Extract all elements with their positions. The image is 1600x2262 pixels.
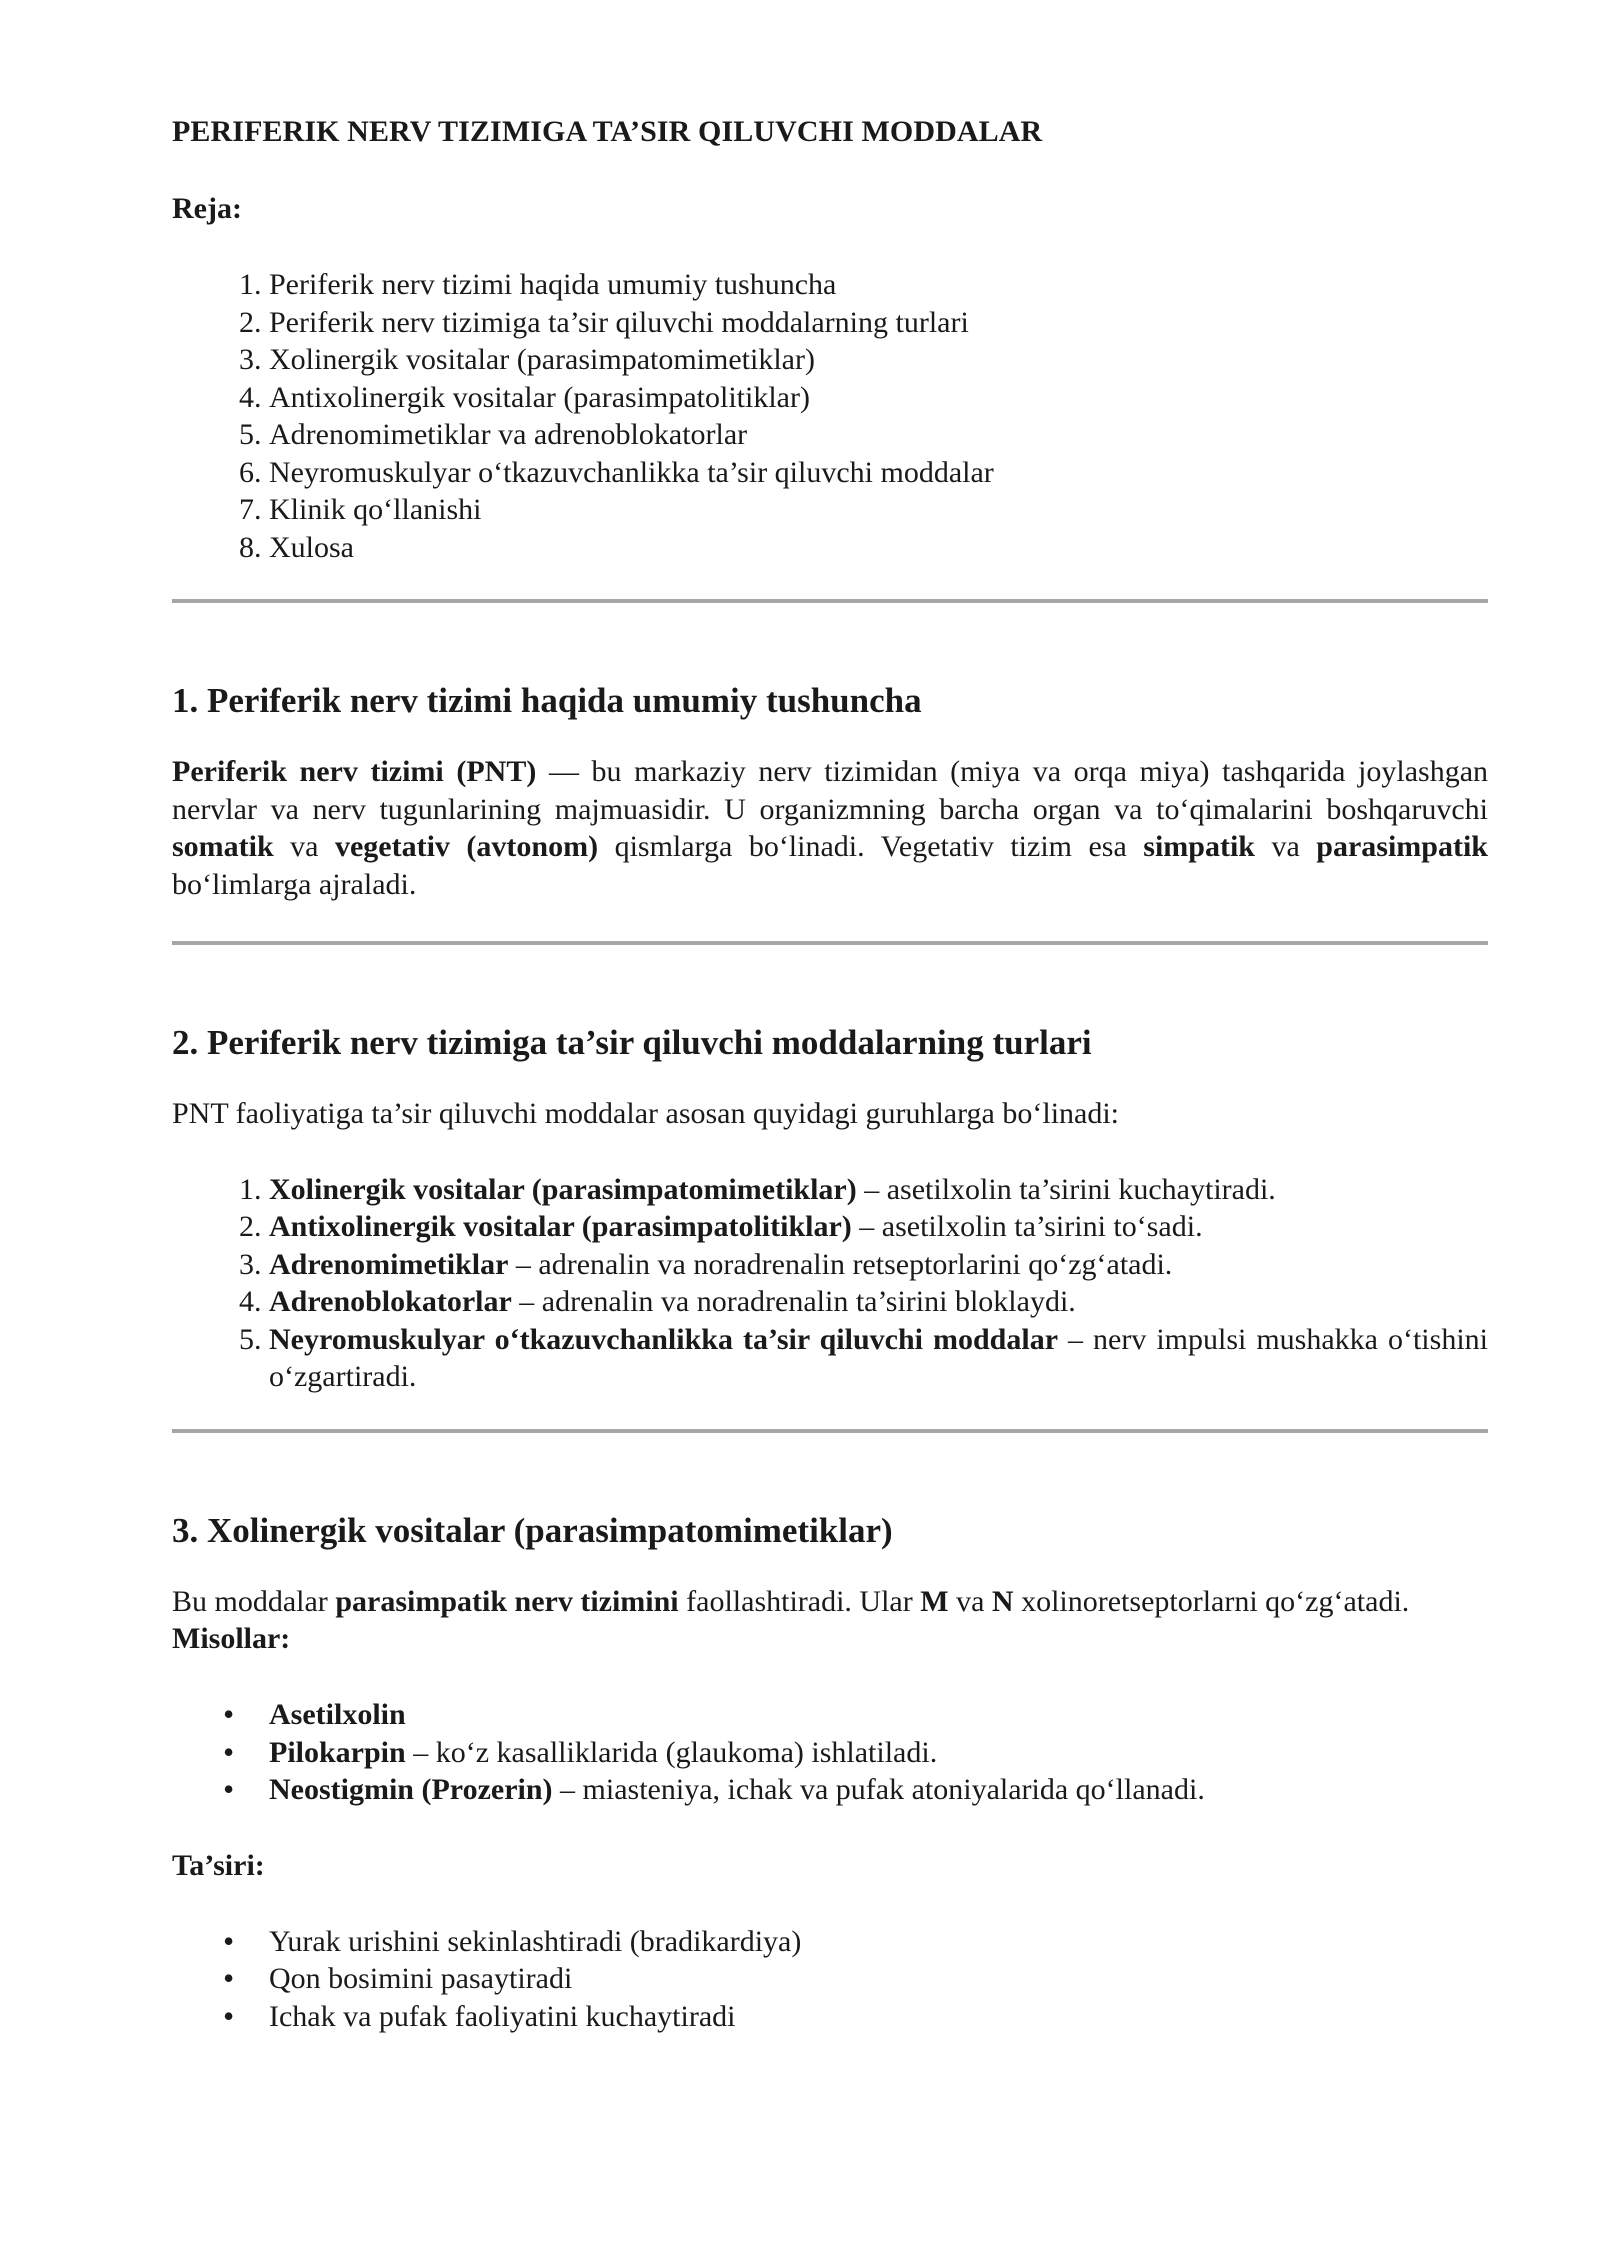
bold-term: N bbox=[991, 1584, 1014, 1618]
examples-label: Misollar: bbox=[172, 1622, 291, 1655]
document-title: PERIFERIK NERV TIZIMIGA TA’SIR QILUVCHI MODDALAR bbox=[172, 115, 1043, 148]
plan-item: 3. Xolinergik vositalar (parasimpatomimetiklar) bbox=[269, 341, 1488, 379]
effect-item: • Ichak va pufak faoliyatini kuchaytiradi bbox=[269, 1998, 1488, 2036]
drug-group-item: 3. Adrenomimetiklar – adrenalin va noradrenalin retseptorlarini qo‘zg‘atadi. bbox=[269, 1246, 1488, 1284]
plan-item: 5. Adrenomimetiklar va adrenoblokatorlar bbox=[269, 416, 1488, 454]
plan-item: 8. Xulosa bbox=[269, 529, 1488, 567]
bold-term: parasimpatik bbox=[1316, 830, 1488, 863]
effect-item: • Qon bosimini pasaytiradi bbox=[269, 1960, 1488, 1998]
effects-list bbox=[172, 1923, 1488, 2036]
drug-groups-list bbox=[172, 1171, 1488, 1396]
section-divider bbox=[172, 599, 1488, 603]
plan-list bbox=[172, 266, 1488, 566]
example-item: • Pilokarpin – ko‘z kasalliklarida (glaukoma) ishlatiladi. bbox=[269, 1734, 1488, 1772]
drug-group-item: 2. Antixolinergik vositalar (parasimpatolitiklar) – asetilxolin ta’sirini to‘sadi. bbox=[269, 1208, 1488, 1246]
drug-group-item: 5. Neyromuskulyar o‘tkazuvchanlikka ta’sir qiluvchi moddalar – nerv impulsi mushakka o‘tishini o‘zgartiradi. bbox=[269, 1321, 1488, 1396]
section1-paragraph: Periferik nerv tizimi (PNT) — bu markaziy nerv tizimidan (miya va orqa miya) tashqarida joylashgan nervlar va nerv tugunlarining majmuasidir. U organizmning barcha organ va to‘qimalarini boshqaruvchi somatik va vegetativ (avtonom) qismlarga bo‘linadi. Vegetativ tizim esa simpatik va parasimpatik bo‘limlarga ajraladi. bbox=[172, 755, 1489, 901]
section2-intro: PNT faoliyatiga ta’sir qiluvchi moddalar asosan quyidagi guruhlarga bo‘linadi: bbox=[172, 1097, 1120, 1130]
section3-heading: 3. Xolinergik vositalar (parasimpatomimetiklar) bbox=[172, 1510, 893, 1550]
section3-paragraph: Bu moddalar parasimpatik nerv tizimini faollashtiradi. Ular M va N xolinoretseptorlarni qo‘zg‘atadi. bbox=[172, 1584, 1410, 1618]
plan-item: 1. Periferik nerv tizimi haqida umumiy tushuncha bbox=[269, 266, 1488, 304]
drug-group-item: 1. Xolinergik vositalar (parasimpatomimetiklar) – asetilxolin ta’sirini kuchaytiradi. bbox=[269, 1171, 1488, 1209]
example-item: • Neostigmin (Prozerin) – miasteniya, ichak va pufak atoniyalarida qo‘llanadi. bbox=[269, 1771, 1488, 1809]
plan-item: 6. Neyromuskulyar o‘tkazuvchanlikka ta’sir qiluvchi moddalar bbox=[269, 454, 1488, 492]
drug-group-item: 4. Adrenoblokatorlar – adrenalin va noradrenalin ta’sirini bloklaydi. bbox=[269, 1283, 1488, 1321]
bold-term: somatik bbox=[172, 830, 274, 863]
plan-item: 2. Periferik nerv tizimiga ta’sir qiluvchi moddalarning turlari bbox=[269, 304, 1488, 342]
plan-label: Reja: bbox=[172, 192, 242, 225]
section1-heading: 1. Periferik nerv tizimi haqida umumiy tushuncha bbox=[172, 681, 922, 720]
bold-term: Periferik nerv tizimi (PNT) bbox=[172, 755, 537, 788]
plan-item: 4. Antixolinergik vositalar (parasimpatolitiklar) bbox=[269, 379, 1488, 417]
bold-term: parasimpatik nerv tizimini bbox=[335, 1584, 679, 1618]
example-item: • Asetilxolin bbox=[269, 1696, 1488, 1734]
bold-term: vegetativ (avtonom) bbox=[334, 830, 599, 863]
bold-term: M bbox=[920, 1584, 949, 1618]
effects-label: Ta’siri: bbox=[172, 1848, 265, 1882]
bold-term: simpatik bbox=[1143, 830, 1255, 863]
section-divider bbox=[172, 1429, 1488, 1433]
section2-heading: 2. Periferik nerv tizimiga ta’sir qiluvchi moddalarning turlari bbox=[172, 1023, 1092, 1062]
plan-item: 7. Klinik qo‘llanishi bbox=[269, 491, 1488, 529]
effect-item: • Yurak urishini sekinlashtiradi (bradikardiya) bbox=[269, 1923, 1488, 1961]
section-divider bbox=[172, 941, 1488, 945]
examples-list bbox=[172, 1696, 1488, 1809]
